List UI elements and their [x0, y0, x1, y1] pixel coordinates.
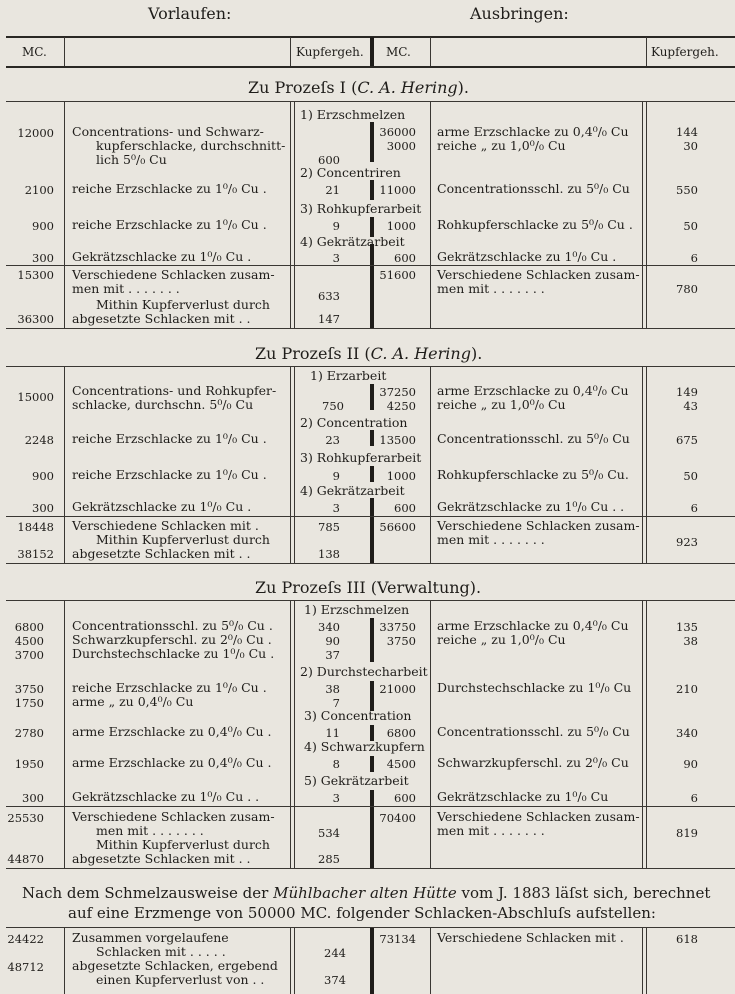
- loss-mc: 36300: [17, 312, 54, 326]
- sum-kupfer-out: 819: [676, 826, 698, 840]
- mc-out: 600: [394, 791, 416, 805]
- col-mc-right: MC.: [386, 45, 411, 59]
- rule: [64, 37, 65, 66]
- sum-out: Verschiedene Schlacken zusam-: [437, 809, 640, 824]
- process-step: 1) Erzarbeit: [310, 368, 387, 383]
- footer-desc: Schlacken mit . . . . .: [96, 944, 226, 959]
- out-desc: reiche „ zu 1,0⁰/₀ Cu: [437, 138, 566, 153]
- mc-in: 1750: [14, 696, 44, 710]
- desc-line: Schwarzkupferschl. zu 2⁰/₀ Cu .: [72, 632, 272, 647]
- sum-mc-in: 18448: [17, 520, 54, 534]
- footer-mc-2: 48712: [7, 960, 44, 974]
- out-desc: arme Erzschlacke zu 0,4⁰/₀ Cu: [437, 618, 629, 633]
- process-step: 3) Concentration: [304, 708, 412, 723]
- desc-line: kupferschlacke, durchschnitt-: [96, 138, 286, 153]
- rule: [370, 122, 374, 162]
- kupfer-out: 50: [683, 469, 698, 483]
- rule: [642, 601, 643, 868]
- rule: [6, 366, 735, 367]
- rule: [646, 601, 647, 868]
- rule: [294, 928, 295, 994]
- sum-desc: men mit . . . . . . .: [96, 823, 204, 838]
- mc-in: 300: [32, 501, 54, 515]
- out-desc: Durchstechschlacke zu 1⁰/₀ Cu: [437, 680, 632, 695]
- mc-out: 37250: [379, 385, 416, 399]
- desc-line: reiche Erzschlacke zu 1⁰/₀ Cu .: [72, 680, 267, 695]
- sum-kupfer-out: 923: [676, 535, 698, 549]
- mc-out: 600: [394, 251, 416, 265]
- rule: [64, 102, 65, 328]
- kupfer-in: 7: [332, 696, 340, 710]
- rule: [646, 37, 647, 66]
- out-desc: Rohkupferschlacke zu 5⁰/₀ Cu.: [437, 467, 629, 482]
- rule: [370, 681, 374, 711]
- kupfer-in: 340: [318, 620, 340, 634]
- mc-out: 3750: [386, 634, 416, 648]
- rule: [294, 601, 295, 868]
- mc-out: 36000: [379, 125, 416, 139]
- mc-in: 2100: [24, 183, 54, 197]
- loss-desc: abgesetzte Schlacken mit . .: [72, 311, 251, 326]
- mc-out: 4250: [386, 399, 416, 413]
- kupfer-out: 135: [676, 620, 698, 634]
- desc-line: schlacke, durchschn. 5⁰/₀ Cu: [72, 397, 254, 412]
- sum-kupfer-in: 785: [318, 520, 340, 534]
- mc-in: 1950: [14, 757, 44, 771]
- sum-out: Verschiedene Schlacken zusam-: [437, 518, 640, 533]
- col-mc-left: MC.: [22, 45, 47, 59]
- desc-line: reiche Erzschlacke zu 1⁰/₀ Cu .: [72, 431, 267, 446]
- kupfer-out: 90: [683, 757, 698, 771]
- rule: [290, 37, 291, 66]
- rule: [370, 430, 374, 446]
- rule: [646, 367, 647, 563]
- rule: [370, 790, 374, 868]
- mc-out: 11000: [379, 183, 416, 197]
- kupfer-out: 6: [690, 791, 698, 805]
- out-desc: reiche „ zu 1,0⁰/₀ Cu: [437, 397, 566, 412]
- kupfer-in: 3: [332, 791, 340, 805]
- rule: [430, 102, 431, 328]
- mc-in: 4500: [14, 634, 44, 648]
- out-desc: Concentrationsschl. zu 5⁰/₀ Cu: [437, 724, 630, 739]
- rule: [64, 601, 65, 868]
- footer-kupfer-2: 374: [324, 973, 346, 987]
- out-desc: Gekrätzschlacke zu 1⁰/₀ Cu: [437, 789, 609, 804]
- rule: [642, 928, 643, 994]
- desc-line: Gekrätzschlacke zu 1⁰/₀ Cu . .: [72, 789, 260, 804]
- desc-line: reiche Erzschlacke zu 1⁰/₀ Cu .: [72, 467, 267, 482]
- desc-line: Concentrationsschl. zu 5⁰/₀ Cu .: [72, 618, 273, 633]
- col-kupfer-left: Kupfergeh.: [296, 45, 364, 59]
- desc-line: arme Erzschlacke zu 0,4⁰/₀ Cu .: [72, 755, 272, 770]
- rule: [6, 868, 735, 869]
- kupfer-in: 37: [325, 648, 340, 662]
- mc-out: 1000: [386, 469, 416, 483]
- rule: [642, 102, 643, 328]
- process-step: 2) Concentriren: [300, 165, 401, 180]
- mc-in: 900: [32, 219, 54, 233]
- sum-desc: Verschiedene Schlacken mit .: [72, 518, 259, 533]
- desc-line: Gekrätzschlacke zu 1⁰/₀ Cu .: [72, 499, 252, 514]
- mc-in: 2780: [14, 726, 44, 740]
- rule: [64, 367, 65, 563]
- rule: [6, 516, 735, 517]
- kupfer-out: 550: [676, 183, 698, 197]
- kupfer-in: 8: [332, 757, 340, 771]
- rule: [290, 367, 291, 563]
- kupfer-in: 23: [325, 433, 340, 447]
- loss-desc: Mithin Kupferverlust durch: [96, 837, 270, 852]
- kupfer-in: 11: [325, 726, 340, 740]
- rule: [430, 367, 431, 563]
- mc-in: 300: [32, 251, 54, 265]
- process-step: 5) Gekrätzarbeit: [304, 773, 409, 788]
- kupfer-in: 21: [325, 183, 340, 197]
- sum-desc: Verschiedene Schlacken zusam-: [72, 809, 275, 824]
- rule: [646, 102, 647, 328]
- mc-in: 900: [32, 469, 54, 483]
- out-desc: Concentrationsschl. zu 5⁰/₀ Cu: [437, 181, 630, 196]
- footer-out: Verschiedene Schlacken mit .: [437, 930, 624, 945]
- process-step: 4) Gekrätzarbeit: [300, 234, 405, 249]
- mc-out: 13500: [379, 433, 416, 447]
- sum-kupfer-in: 534: [318, 826, 340, 840]
- desc-line: reiche Erzschlacke zu 1⁰/₀ Cu .: [72, 181, 267, 196]
- desc-line: Concentrations- und Schwarz-: [72, 124, 264, 139]
- section-title-2: Zu Prozeſs II (C. A. Hering).: [255, 344, 483, 363]
- sum-desc: Verschiedene Schlacken zusam-: [72, 267, 275, 282]
- kupfer-in: 90: [325, 634, 340, 648]
- kupfer-in: 9: [332, 469, 340, 483]
- rule: [646, 928, 647, 994]
- rule: [290, 601, 291, 868]
- kupfer-in: 38: [325, 682, 340, 696]
- loss-mc: 44870: [7, 852, 44, 866]
- sum-out: Verschiedene Schlacken zusam-: [437, 267, 640, 282]
- kupfer-out: 210: [676, 682, 698, 696]
- footer-desc: abgesetzte Schlacken, ergebend: [72, 958, 278, 973]
- process-step: 4) Gekrätzarbeit: [300, 483, 405, 498]
- mc-out: 3000: [386, 139, 416, 153]
- sum-desc: men mit . . . . . . .: [72, 281, 180, 296]
- sum-mc-in: 15300: [17, 268, 54, 282]
- footer-desc: Zusammen vorgelaufene: [72, 930, 229, 945]
- out-desc: Rohkupferschlacke zu 5⁰/₀ Cu .: [437, 217, 633, 232]
- kupfer-in: 9: [332, 219, 340, 233]
- kupfer-out: 30: [683, 139, 698, 153]
- desc-line: arme „ zu 0,4⁰/₀ Cu: [72, 694, 194, 709]
- kupfer-in: 3: [332, 501, 340, 515]
- footer-line-1: Nach dem Schmelzausweise der Mühlbacher alten Hütte vom J. 1883 läſst sich, berechnet: [22, 884, 711, 902]
- sum-mc-out: 56600: [379, 520, 416, 534]
- rule: [64, 928, 65, 994]
- rule: [6, 806, 735, 807]
- rule: [6, 328, 735, 329]
- header-ausbringen: Ausbringen:: [470, 4, 569, 23]
- out-desc: arme Erzschlacke zu 0,4⁰/₀ Cu: [437, 124, 629, 139]
- rule: [370, 466, 374, 482]
- kupfer-out: 38: [683, 634, 698, 648]
- desc-line: lich 5⁰/₀ Cu: [96, 152, 167, 167]
- kupfer-out: 50: [683, 219, 698, 233]
- rule: [290, 102, 291, 328]
- rule: [370, 618, 374, 662]
- process-step: 3) Rohkupferarbeit: [300, 450, 422, 465]
- loss-mc: 38152: [17, 547, 54, 561]
- mc-in: 300: [22, 791, 44, 805]
- mc-out: 4500: [386, 757, 416, 771]
- loss-kupfer: 285: [318, 852, 340, 866]
- sum-mc-in: 25530: [7, 811, 44, 825]
- section-title-3: Zu Prozeſs III (Verwaltung).: [255, 578, 482, 597]
- loss-desc: abgesetzte Schlacken mit . .: [72, 546, 251, 561]
- sum-mc-out: 51600: [379, 268, 416, 282]
- loss-desc: abgesetzte Schlacken mit . .: [72, 851, 251, 866]
- desc-line: Durchstechschlacke zu 1⁰/₀ Cu .: [72, 646, 275, 661]
- footer-mc-out: 73134: [379, 932, 416, 946]
- rule: [6, 265, 735, 266]
- kupfer-out: 340: [676, 726, 698, 740]
- sum-kupfer-in: 633: [318, 289, 340, 303]
- kupfer-out: 144: [676, 125, 698, 139]
- kupfer-out: 149: [676, 385, 698, 399]
- kupfer-out: 6: [690, 251, 698, 265]
- footer-line-2: auf eine Erzmenge von 50000 MC. folgender Schlacken-Abschluſs aufstellen:: [68, 904, 656, 922]
- desc-line: Gekrätzschlacke zu 1⁰/₀ Cu .: [72, 249, 252, 264]
- out-desc: Schwarzkupferschl. zu 2⁰/₀ Cu: [437, 755, 629, 770]
- desc-line: arme Erzschlacke zu 0,4⁰/₀ Cu .: [72, 724, 272, 739]
- rule: [370, 498, 374, 563]
- rule: [290, 928, 291, 994]
- kupfer-in: 600: [318, 153, 340, 167]
- sum-mc-out: 70400: [379, 811, 416, 825]
- rule: [642, 367, 643, 563]
- process-step: 3) Rohkupferarbeit: [300, 201, 422, 216]
- rule: [370, 244, 374, 328]
- mc-out: 6800: [386, 726, 416, 740]
- kupfer-out: 43: [683, 399, 698, 413]
- loss-desc: Mithin Kupferverlust durch: [96, 532, 270, 547]
- rule: [370, 928, 374, 994]
- mc-out: 1000: [386, 219, 416, 233]
- loss-desc: Mithin Kupferverlust durch: [96, 297, 270, 312]
- mc-in: 3750: [14, 682, 44, 696]
- out-desc: Gekrätzschlacke zu 1⁰/₀ Cu .: [437, 249, 617, 264]
- kupfer-out: 675: [676, 433, 698, 447]
- desc-line: reiche Erzschlacke zu 1⁰/₀ Cu .: [72, 217, 267, 232]
- header-vorlaufen: Vorlaufen:: [148, 4, 232, 23]
- mc-out: 21000: [379, 682, 416, 696]
- rule: [294, 367, 295, 563]
- rule: [370, 180, 374, 200]
- rule: [370, 37, 374, 66]
- footer-kupfer-out: 618: [676, 932, 698, 946]
- footer-desc: einen Kupferverlust von . .: [96, 972, 265, 987]
- mc-in: 6800: [14, 620, 44, 634]
- sum-out: men mit . . . . . . .: [437, 823, 545, 838]
- kupfer-in: 3: [332, 251, 340, 265]
- sum-out: men mit . . . . . . .: [437, 532, 545, 547]
- process-step: 4) Schwarzkupfern: [304, 739, 425, 754]
- process-step: 1) Erzschmelzen: [304, 602, 410, 617]
- loss-kupfer: 138: [318, 547, 340, 561]
- out-desc: Concentrationsschl. zu 5⁰/₀ Cu: [437, 431, 630, 446]
- section-title-1: Zu Prozeſs I (C. A. Hering).: [248, 78, 469, 97]
- footer-mc-1: 24422: [7, 932, 44, 946]
- rule: [294, 102, 295, 328]
- rule: [6, 101, 735, 102]
- footer-kupfer-1: 244: [324, 946, 346, 960]
- rule: [430, 601, 431, 868]
- rule: [430, 37, 431, 66]
- mc-in: 3700: [14, 648, 44, 662]
- kupfer-out: 6: [690, 501, 698, 515]
- rule: [6, 600, 735, 601]
- out-desc: Gekrätzschlacke zu 1⁰/₀ Cu . .: [437, 499, 625, 514]
- sum-out: men mit . . . . . . .: [437, 281, 545, 296]
- mc-out: 600: [394, 501, 416, 515]
- col-kupfer-right: Kupfergeh.: [651, 45, 719, 59]
- rule: [370, 756, 374, 772]
- mc-in: 2248: [24, 433, 54, 447]
- mc-in: 12000: [17, 126, 54, 140]
- process-step: 1) Erzschmelzen: [300, 107, 406, 122]
- mc-out: 33750: [379, 620, 416, 634]
- sum-kupfer-out: 780: [676, 282, 698, 296]
- out-desc: reiche „ zu 1,0⁰/₀ Cu: [437, 632, 566, 647]
- kupfer-in: 750: [322, 399, 344, 413]
- desc-line: Concentrations- und Rohkupfer-: [72, 383, 277, 398]
- rule: [6, 563, 735, 564]
- out-desc: arme Erzschlacke zu 0,4⁰/₀ Cu: [437, 383, 629, 398]
- loss-kupfer: 147: [318, 312, 340, 326]
- process-step: 2) Concentration: [300, 415, 408, 430]
- rule: [370, 384, 374, 410]
- rule: [430, 928, 431, 994]
- process-step: 2) Durchstecharbeit: [300, 664, 428, 679]
- mc-in: 15000: [17, 390, 54, 404]
- table-header-rule: [6, 66, 735, 68]
